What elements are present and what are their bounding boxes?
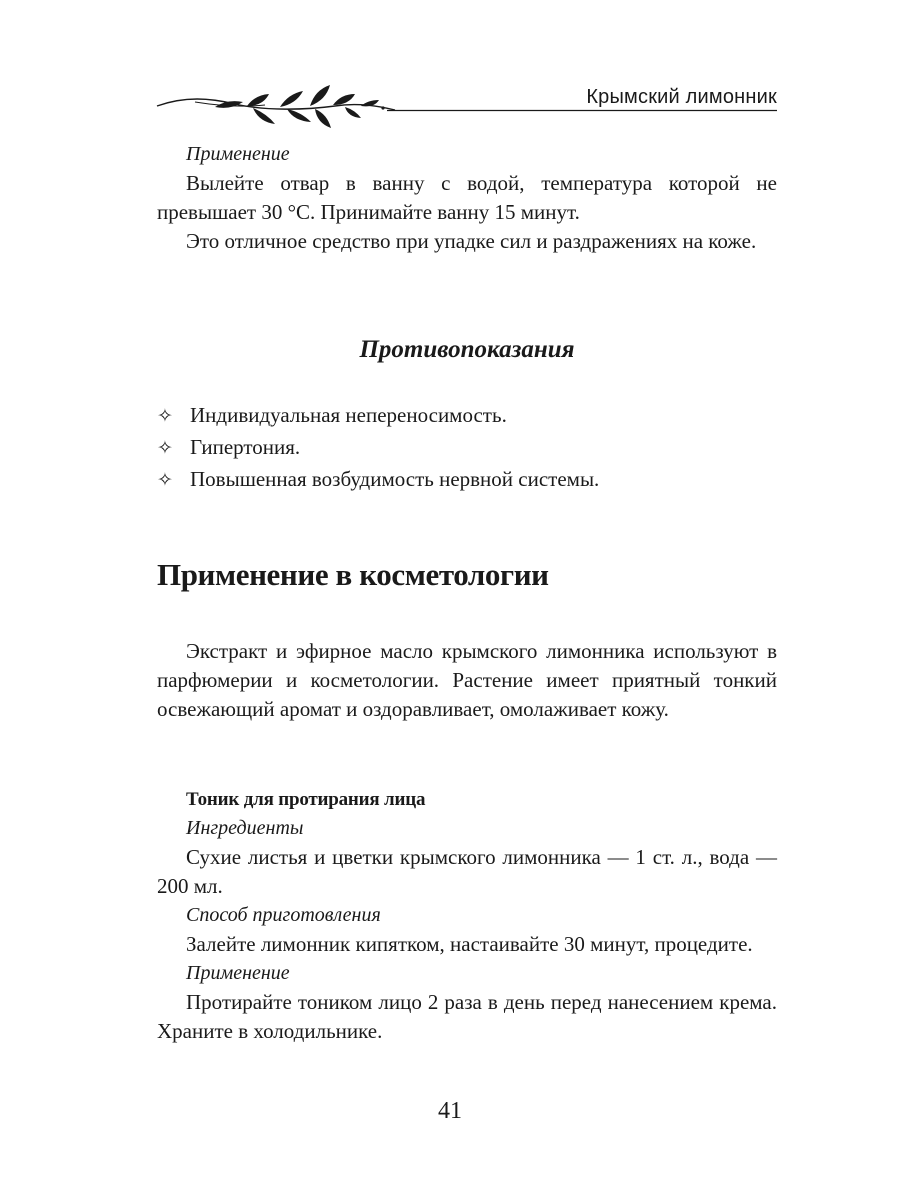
list-item-text: Гипертония. — [190, 435, 301, 459]
ingredients-label: Ингредиенты — [186, 817, 304, 839]
list-item — [157, 464, 777, 496]
cosmetology-heading: Применение в косметологии — [157, 557, 549, 592]
usage-paragraph-2: Это отличное средство при упадке сил и раздражениях на коже. — [186, 229, 757, 253]
contraindications-heading-block — [157, 336, 777, 364]
list-item-text: Повышенная возбудимость нервной системы. — [190, 467, 600, 491]
cosmetology-intro-block — [157, 637, 777, 724]
list-item — [157, 400, 777, 432]
cosmetology-intro: Экстракт и эфирное масло крымского лимонника используют в парфюмерии и косметологии. Растение имеет приятный тонкий освежающий аромат и оздоравливает, омолаживает кожу. — [157, 639, 777, 721]
running-title: Крымский лимонник — [586, 86, 777, 108]
recipe-block — [157, 785, 777, 1046]
four-pointed-star-icon: ✧ — [157, 469, 173, 491]
four-pointed-star-icon: ✧ — [157, 405, 173, 427]
list-item-text: Индивидуальная непереносимость. — [190, 403, 507, 427]
method-label: Способ приготовления — [186, 904, 381, 926]
recipe-usage-label: Применение — [186, 962, 290, 984]
four-pointed-star-icon: ✧ — [157, 437, 173, 459]
contraindications-list — [157, 400, 777, 496]
contraindications-heading: Противопоказания — [359, 336, 575, 363]
usage-block — [157, 140, 777, 256]
method-text: Залейте лимонник кипятком, настаивайте 30 минут, процедите. — [186, 932, 753, 956]
recipe-title: Тоник для протирания лица — [186, 789, 426, 810]
usage-paragraph-1: Вылейте отвар в ванну с водой, температура которой не превышает 30 °С. Принимайте ванну 15 минут. — [157, 171, 777, 224]
list-item — [157, 432, 777, 464]
page-header — [155, 80, 777, 130]
ingredients-text: Сухие листья и цветки крымского лимонника — 1 ст. л., вода — 200 мл. — [157, 845, 777, 898]
page-number: 41 — [438, 1098, 462, 1124]
recipe-usage-text: Протирайте тоником лицо 2 раза в день перед нанесением крема. Храните в холодильнике. — [157, 990, 777, 1043]
usage-label: Применение — [186, 143, 290, 165]
cosmetology-heading-block — [157, 557, 777, 593]
